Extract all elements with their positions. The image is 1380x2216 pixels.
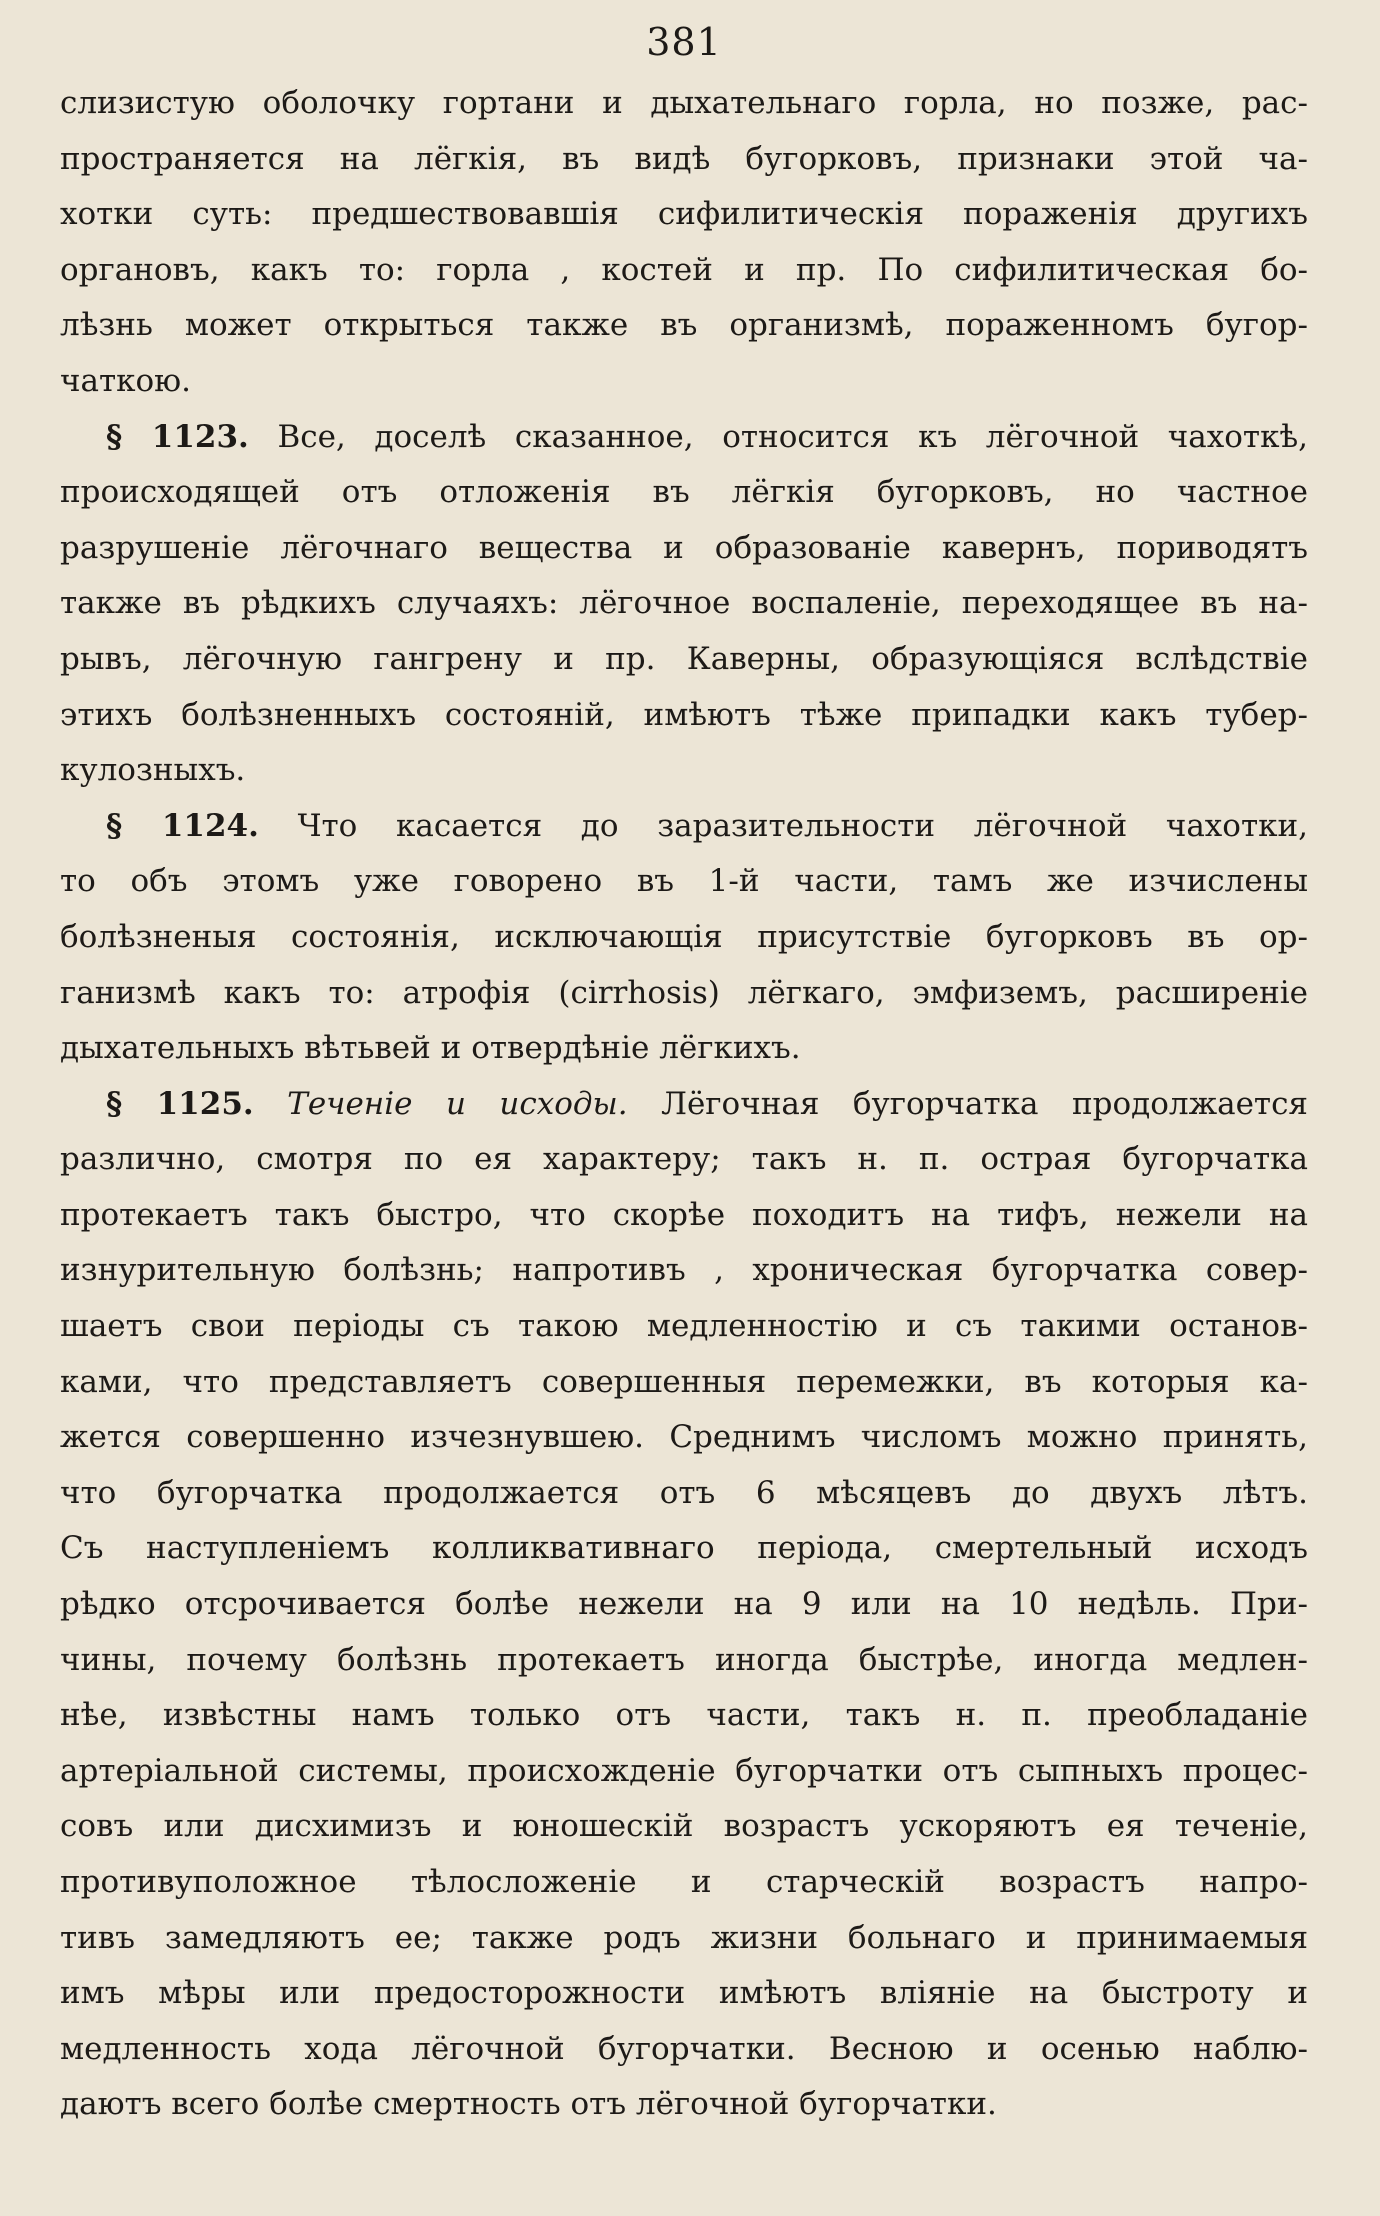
section-heading: Теченіе и исходы. — [287, 1085, 628, 1122]
section-first-line — [60, 410, 1308, 466]
text-line: протекаетъ такъ быстро, что скорѣе походитъ на тифъ, нежели на — [60, 1196, 1308, 1233]
paragraph-1125 — [60, 1077, 1308, 2133]
text-line: рывъ, лёгочную гангрену и пр. Каверны, образующіяся вслѣдствіе — [60, 640, 1308, 677]
text-line: имъ мѣры или предосторожности имѣютъ вліяніе на быстроту и — [60, 1975, 1308, 2012]
text-line: рѣдко отсрочивается болѣе нежели на 9 или на 10 недѣль. При- — [60, 1586, 1308, 1623]
section-first-line — [60, 799, 1308, 855]
paragraph-intro — [60, 76, 1308, 410]
text-line: даютъ всего болѣе смертность отъ лёгочной бугорчатки. — [60, 2086, 997, 2123]
paragraph-1123 — [60, 410, 1308, 799]
text-line: что бугорчатка продолжается отъ 6 мѣсяцевъ до двухъ лѣтъ. — [60, 1474, 1308, 1511]
text-line: медленность хода лёгочной бугорчатки. Весною и осенью наблю- — [60, 2030, 1308, 2067]
text-line: жется совершенно изчезнувшею. Среднимъ числомъ можно принять, — [60, 1419, 1308, 1456]
text-line: пространяется на лёгкія, въ видѣ бугорковъ, признаки этой ча- — [60, 140, 1308, 177]
text-line: дыхательныхъ вѣтьвей и отвердѣніе лёгкихъ. — [60, 1030, 801, 1067]
text-line: ганизмѣ какъ то: атрофія (cirrhosis) лёгкаго, эмфиземъ, расширеніе — [60, 974, 1308, 1011]
text-line: этихъ болѣзненныхъ состояній, имѣютъ тѣже припадки какъ тубер- — [60, 696, 1308, 733]
text-line: совъ или дисхимизъ и юношескій возрастъ ускоряютъ ея теченіе, — [60, 1808, 1308, 1845]
section-text: Все, доселѣ сказанное, относится къ лёгочной чахоткѣ, — [277, 418, 1308, 455]
text-line: кулозныхъ. — [60, 752, 246, 789]
text-line: происходящей отъ отложенія въ лёгкія бугорковъ, но частное — [60, 474, 1308, 511]
text-line: хотки суть: предшествовавшія сифилитическія пораженія другихъ — [60, 196, 1308, 233]
text-line: шаетъ свои періоды съ такою медленностію и съ такими останов- — [60, 1308, 1308, 1345]
section-text: Что касается до заразительности лёгочной чахотки, — [297, 807, 1308, 844]
text-line: разрушеніе лёгочнаго вещества и образованіе кавернъ, пориводятъ — [60, 529, 1308, 566]
text-line: болѣзненыя состоянія, исключающія присутствіе бугорковъ въ ор- — [60, 918, 1308, 955]
text-line: нѣе, извѣстны намъ только отъ части, такъ н. п. преобладаніе — [60, 1697, 1308, 1734]
paragraph-1124 — [60, 799, 1308, 1077]
text-line: то объ этомъ уже говорено въ 1-й части, тамъ же изчислены — [60, 863, 1308, 900]
page-number: 381 — [646, 20, 722, 64]
text-line: противуположное тѣлосложеніе и старческій возрастъ напро- — [60, 1864, 1308, 1900]
text-line: Съ наступленіемъ колликвативнаго періода, смертельный исходъ — [60, 1530, 1308, 1567]
text-line: ками, что представляетъ совершенныя перемежки, въ которыя ка- — [60, 1363, 1308, 1400]
text-line: изнурительную болѣзнь; напротивъ , хроническая бугорчатка совер- — [60, 1252, 1308, 1289]
text-line: различно, смотря по ея характеру; такъ н. п. острая бугорчатка — [60, 1141, 1308, 1178]
section-number: § 1123. — [106, 418, 249, 455]
text-line: также въ рѣдкихъ случаяхъ: лёгочное воспаленіе, переходящее въ на- — [60, 585, 1308, 622]
section-first-line — [60, 1077, 1308, 1133]
text-line: артеріальной системы, происхожденіе бугорчатки отъ сыпныхъ процес- — [60, 1752, 1308, 1789]
section-number: § 1124. — [106, 807, 259, 844]
text-line: чины, почему болѣзнь протекаетъ иногда быстрѣе, иногда медлен- — [60, 1641, 1308, 1678]
text-line: чаткою. — [60, 362, 192, 399]
text-line: органовъ, какъ то: горла , костей и пр. По сифилитическая бо- — [60, 251, 1308, 288]
text-line: слизистую оболочку гортани и дыхательнаго горла, но позже, рас- — [60, 85, 1308, 121]
section-number: § 1125. — [106, 1085, 254, 1122]
text-line: тивъ замедляютъ ее; также родъ жизни больнаго и принимаемыя — [60, 1919, 1308, 1956]
text-line: лѣзнь может открыться также въ организмѣ, пораженномъ бугор- — [60, 307, 1308, 344]
section-text: Лёгочная бугорчатка продолжается — [661, 1085, 1308, 1122]
